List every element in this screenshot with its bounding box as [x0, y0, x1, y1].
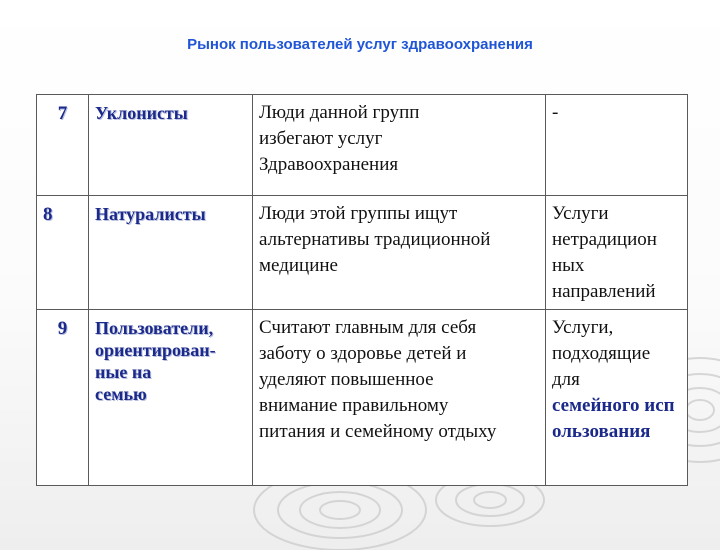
segment-name: Пользователи, ориентирован- ные на семью — [89, 310, 253, 486]
row-number: 8 — [37, 196, 89, 310]
table-row — [37, 196, 688, 310]
segment-name: Уклонисты — [89, 95, 253, 196]
segment-services: - — [546, 95, 688, 196]
table-row — [37, 310, 688, 486]
segment-services: Услуги, подходящие для семейного использования — [546, 310, 688, 486]
emphasized-service: семейного использования — [552, 395, 675, 442]
segment-services: Услуги нетрадицион ных направлений — [546, 196, 688, 310]
segment-name: Натуралисты — [89, 196, 253, 310]
user-market-table — [36, 94, 688, 486]
row-number: 7 — [37, 95, 89, 196]
segment-description: Люди этой группы ищут альтернативы традиционной медицине — [253, 196, 546, 310]
segment-description: Считают главным для себя заботу о здоровье детей и уделяют повышенное внимание правильному питания и семейному отдыху — [253, 310, 546, 486]
page-title: Рынок пользователей услуг здравоохранения — [187, 36, 533, 53]
table-row — [37, 95, 688, 196]
segment-description: Люди данной групп избегают услуг Здравоохранения — [253, 95, 546, 196]
row-number: 9 — [37, 310, 89, 486]
